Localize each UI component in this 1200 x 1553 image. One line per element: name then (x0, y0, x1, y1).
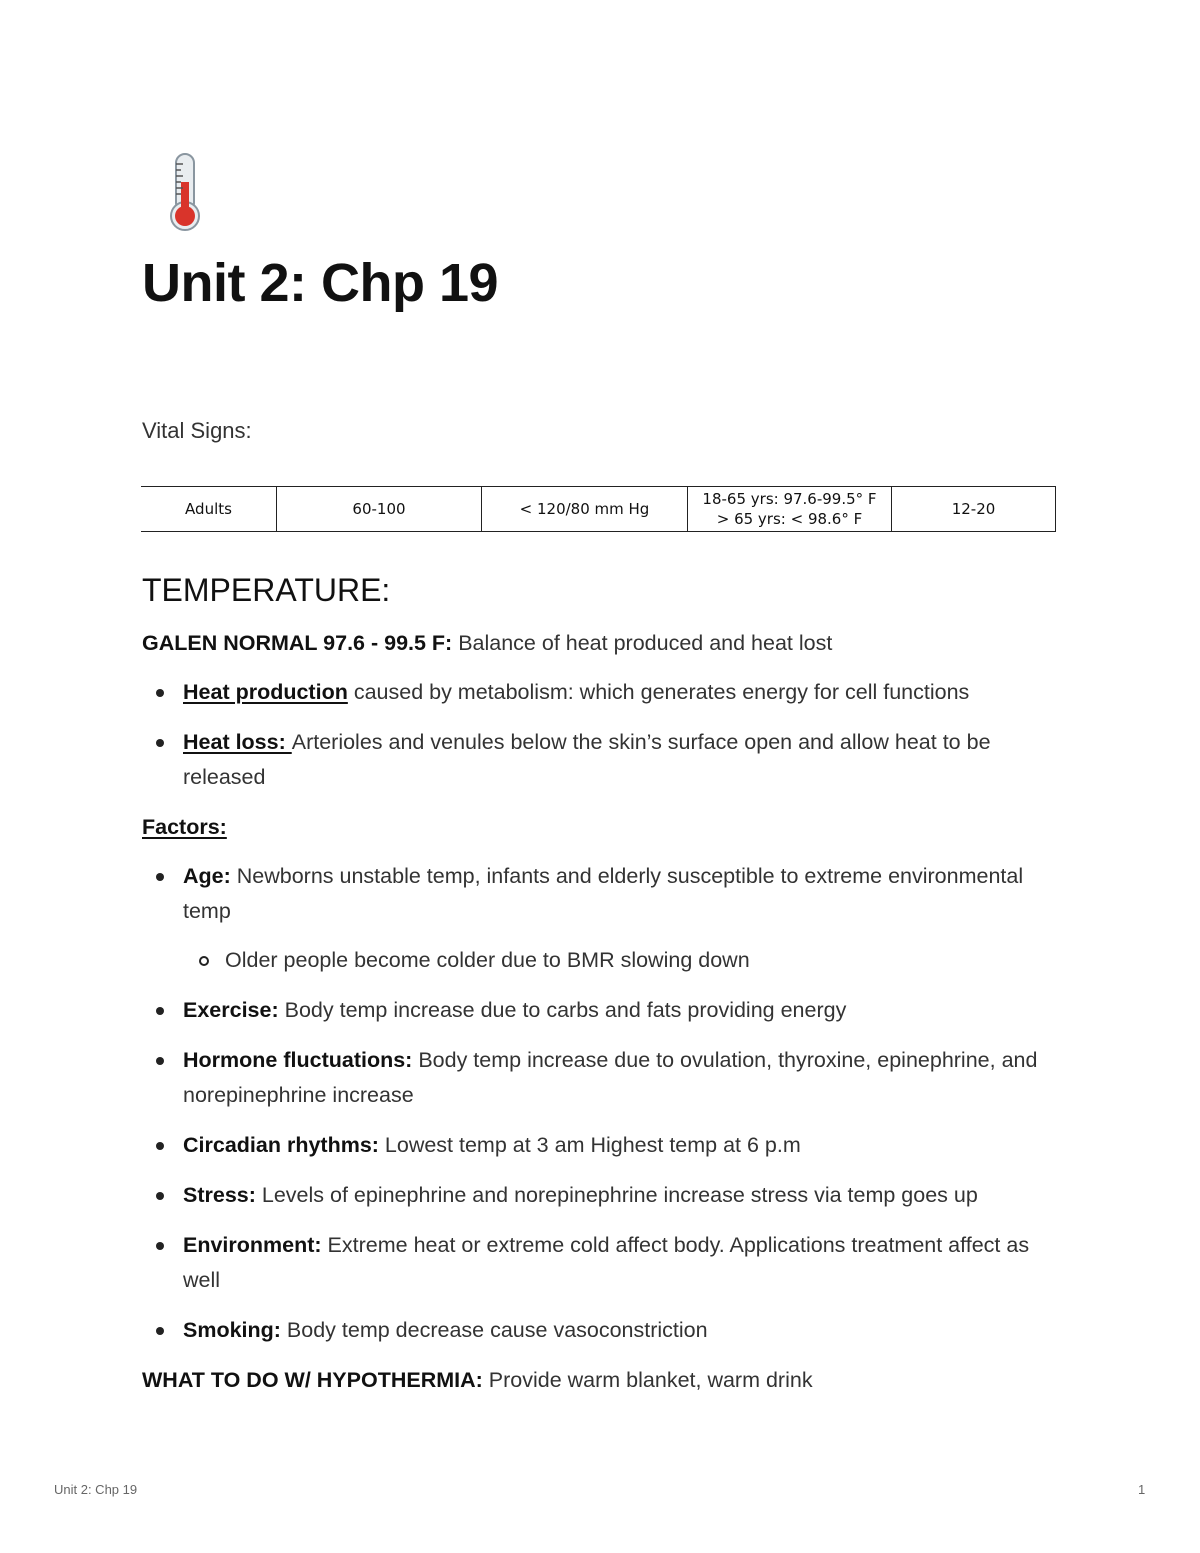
factor-label: Circadian rhythms: (183, 1133, 379, 1157)
bullet-icon (156, 1007, 164, 1015)
factor-text: Newborns unstable temp, infants and elderly susceptible to extreme environmental temp (183, 864, 1024, 923)
temperature-heading: TEMPERATURE: (142, 572, 391, 608)
bullet-icon (156, 1327, 164, 1335)
hypothermia-label: WHAT TO DO W/ HYPOTHERMIA: (142, 1368, 483, 1392)
table-row (141, 487, 1056, 532)
bullet-icon (156, 873, 164, 881)
bullet-icon (156, 1192, 164, 1200)
table-cell-temperature (688, 487, 892, 532)
galen-normal-label: GALEN NORMAL 97.6 - 99.5 F: (142, 631, 453, 655)
page-number: 1 (1138, 1482, 1146, 1497)
galen-normal-text: Balance of heat produced and heat lost (452, 631, 833, 655)
factors-list (142, 859, 1062, 1348)
bullet-icon (156, 689, 164, 697)
list-item (142, 1128, 1062, 1163)
factor-text: Extreme heat or extreme cold affect body. Applications treatment affect as well (183, 1233, 1030, 1292)
footer-title: Unit 2: Chp 19 (54, 1482, 138, 1497)
factor-text: Levels of epinephrine and norepinephrine increase stress via temp goes up (255, 1183, 978, 1207)
thermometer-icon (163, 152, 207, 234)
bullet-icon (156, 739, 164, 747)
factors-label: Factors: (142, 815, 227, 839)
temp-range-elderly: > 65 yrs: < 98.6° F (716, 510, 863, 528)
list-item (142, 675, 1062, 710)
temperature-section (142, 626, 1062, 1398)
factor-text: Lowest temp at 3 am Highest temp at 6 p.m (378, 1133, 801, 1157)
list-item (142, 1228, 1062, 1298)
temp-range-adult: 18-65 yrs: 97.6-99.5° F (702, 490, 877, 508)
factor-label: Stress: (183, 1183, 256, 1207)
bullet-icon (156, 1057, 164, 1065)
list-item (142, 1313, 1062, 1348)
hollow-bullet-icon (199, 956, 209, 966)
list-item (142, 1178, 1062, 1213)
factors-line (142, 810, 1062, 845)
factor-label: Smoking: (183, 1318, 281, 1342)
table-cell-group: Adults (141, 487, 277, 532)
factor-label: Hormone fluctuations: (183, 1048, 413, 1072)
factor-text: Body temp increase due to ovulation, thyroxine, epinephrine, and norepinephrine increase (183, 1048, 1038, 1107)
age-sublist (183, 943, 1062, 978)
heat-loss-label: Heat loss: (183, 730, 292, 754)
hypothermia-text: Provide warm blanket, warm drink (482, 1368, 813, 1392)
heat-list (142, 675, 1062, 795)
heat-production-text: caused by metabolism: which generates energy for cell functions (347, 680, 970, 704)
page-title: Unit 2: Chp 19 (142, 253, 499, 313)
bullet-icon (156, 1242, 164, 1250)
galen-normal-line (142, 626, 1062, 661)
list-item (142, 725, 1062, 795)
list-item (142, 1043, 1062, 1113)
heat-production-label: Heat production (183, 680, 348, 704)
factor-label: Exercise: (183, 998, 279, 1022)
hypothermia-line (142, 1363, 1062, 1398)
table-cell-pulse: 60-100 (277, 487, 482, 532)
factor-text: Body temp decrease cause vasoconstriction (280, 1318, 708, 1342)
list-item (142, 993, 1062, 1028)
vital-signs-table (141, 486, 1056, 532)
list-item (183, 943, 1062, 978)
list-item (142, 859, 1062, 978)
factor-label: Environment: (183, 1233, 322, 1257)
bullet-icon (156, 1142, 164, 1150)
factor-label: Age: (183, 864, 231, 888)
factor-text: Body temp increase due to carbs and fats providing energy (278, 998, 847, 1022)
table-cell-blood-pressure: < 120/80 mm Hg (482, 487, 688, 532)
age-sub-text: Older people become colder due to BMR slowing down (225, 948, 750, 972)
table-cell-respirations: 12-20 (892, 487, 1056, 532)
heat-loss-text: Arterioles and venules below the skin’s surface open and allow heat to be released (183, 730, 991, 789)
vital-signs-label: Vital Signs: (142, 418, 252, 443)
